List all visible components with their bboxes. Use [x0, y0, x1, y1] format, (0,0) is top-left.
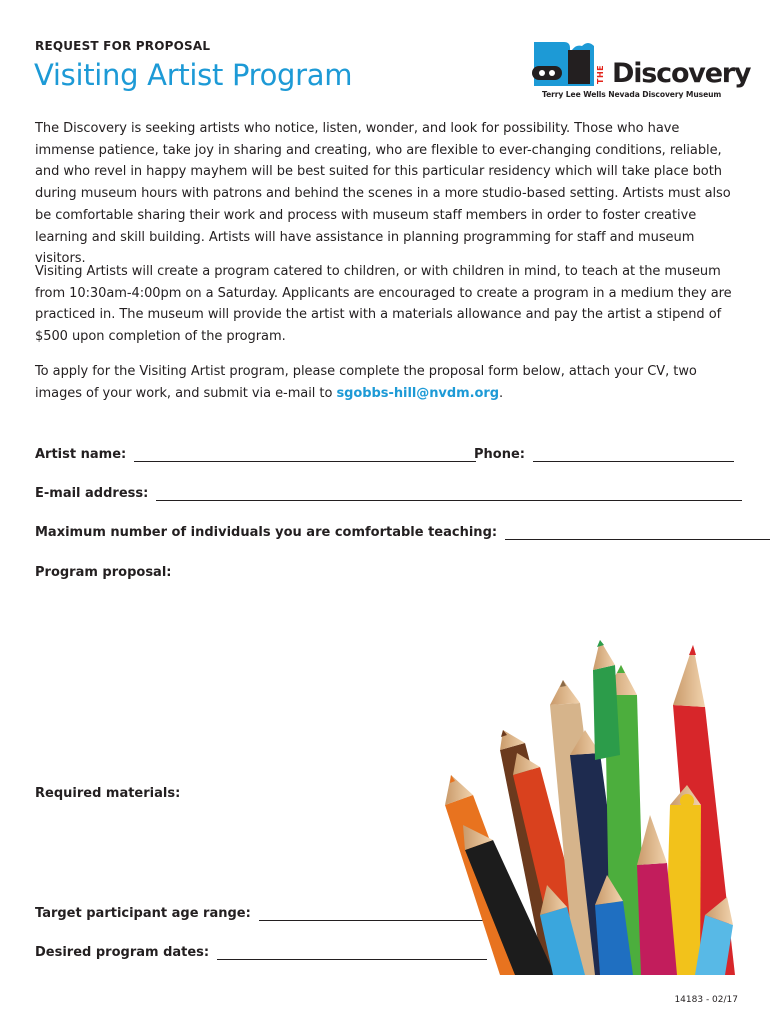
contact-email-link[interactable]: sgobbs-hill@nvdm.org: [336, 385, 499, 401]
age-range-field: [35, 906, 493, 921]
age-range-label: Target participant age range:: [35, 906, 251, 921]
document-code: 14183 - 02/17: [674, 995, 738, 1005]
program-paragraph: Visiting Artists will create a program catered to children, or with children in mind, to teach at the museum from 10:30am-4:00pm on a Saturday. Applicants are encouraged to create a program in a medium they are practiced in. The museum will provide the artist with a materials allowance and pay the artist a stipend of $500 upon completion of the program.: [35, 264, 732, 345]
required-materials-label: Required materials:: [35, 786, 181, 801]
kicker: REQUEST FOR PROPOSAL: [35, 39, 211, 53]
phone-line[interactable]: [533, 448, 734, 462]
colored-pencils-image: [445, 635, 745, 975]
apply-paragraph: [35, 361, 741, 404]
apply-text: To apply for the Visiting Artist program, please complete the proposal form below, attach your CV, two images of your work, and submit via e-mail to: [35, 364, 697, 401]
intro-paragraph: The Discovery is seeking artists who notice, listen, wonder, and look for possibility. Those who have immense patience, take joy in sharing and creating, who are flexible to ever-changing conditions, reliable, and who revel in happy mayhem will be best suited for this particular residency which will take place both during museum hours with patrons and behind the scenes in a more studio-based setting. Artists must also be comfortable sharing their work and process with museum staff members in order to foster creative learning and skill building. Artists will have assistance in planning programming for staff and museum visitors.: [35, 121, 731, 267]
max-individuals-line[interactable]: [505, 526, 770, 540]
program-dates-label: Desired program dates:: [35, 945, 210, 960]
phone-field: [474, 447, 734, 462]
email-line[interactable]: [156, 487, 742, 501]
max-individuals-field: [35, 525, 770, 540]
program-dates-field: [35, 945, 487, 960]
program-proposal-label: Program proposal:: [35, 565, 172, 580]
artist-name-label: Artist name:: [35, 447, 127, 462]
email-field: [35, 486, 742, 501]
logo-word: Discovery: [612, 58, 751, 89]
phone-label: Phone:: [474, 447, 525, 462]
required-materials-field: [35, 786, 180, 801]
discovery-logo: [530, 40, 751, 102]
pencil-green: [593, 640, 620, 760]
logo-the: THE: [596, 64, 605, 84]
email-label: E-mail address:: [35, 486, 149, 501]
page-title: Visiting Artist Program: [34, 58, 353, 92]
artist-name-line[interactable]: [134, 448, 476, 462]
apply-text-end: .: [498, 385, 504, 401]
max-individuals-label: Maximum number of individuals you are comfortable teaching:: [35, 525, 498, 540]
logo-subtitle: Terry Lee Wells Nevada Discovery Museum: [542, 90, 722, 99]
program-proposal-field: [35, 565, 171, 580]
artist-name-field: [35, 447, 476, 462]
